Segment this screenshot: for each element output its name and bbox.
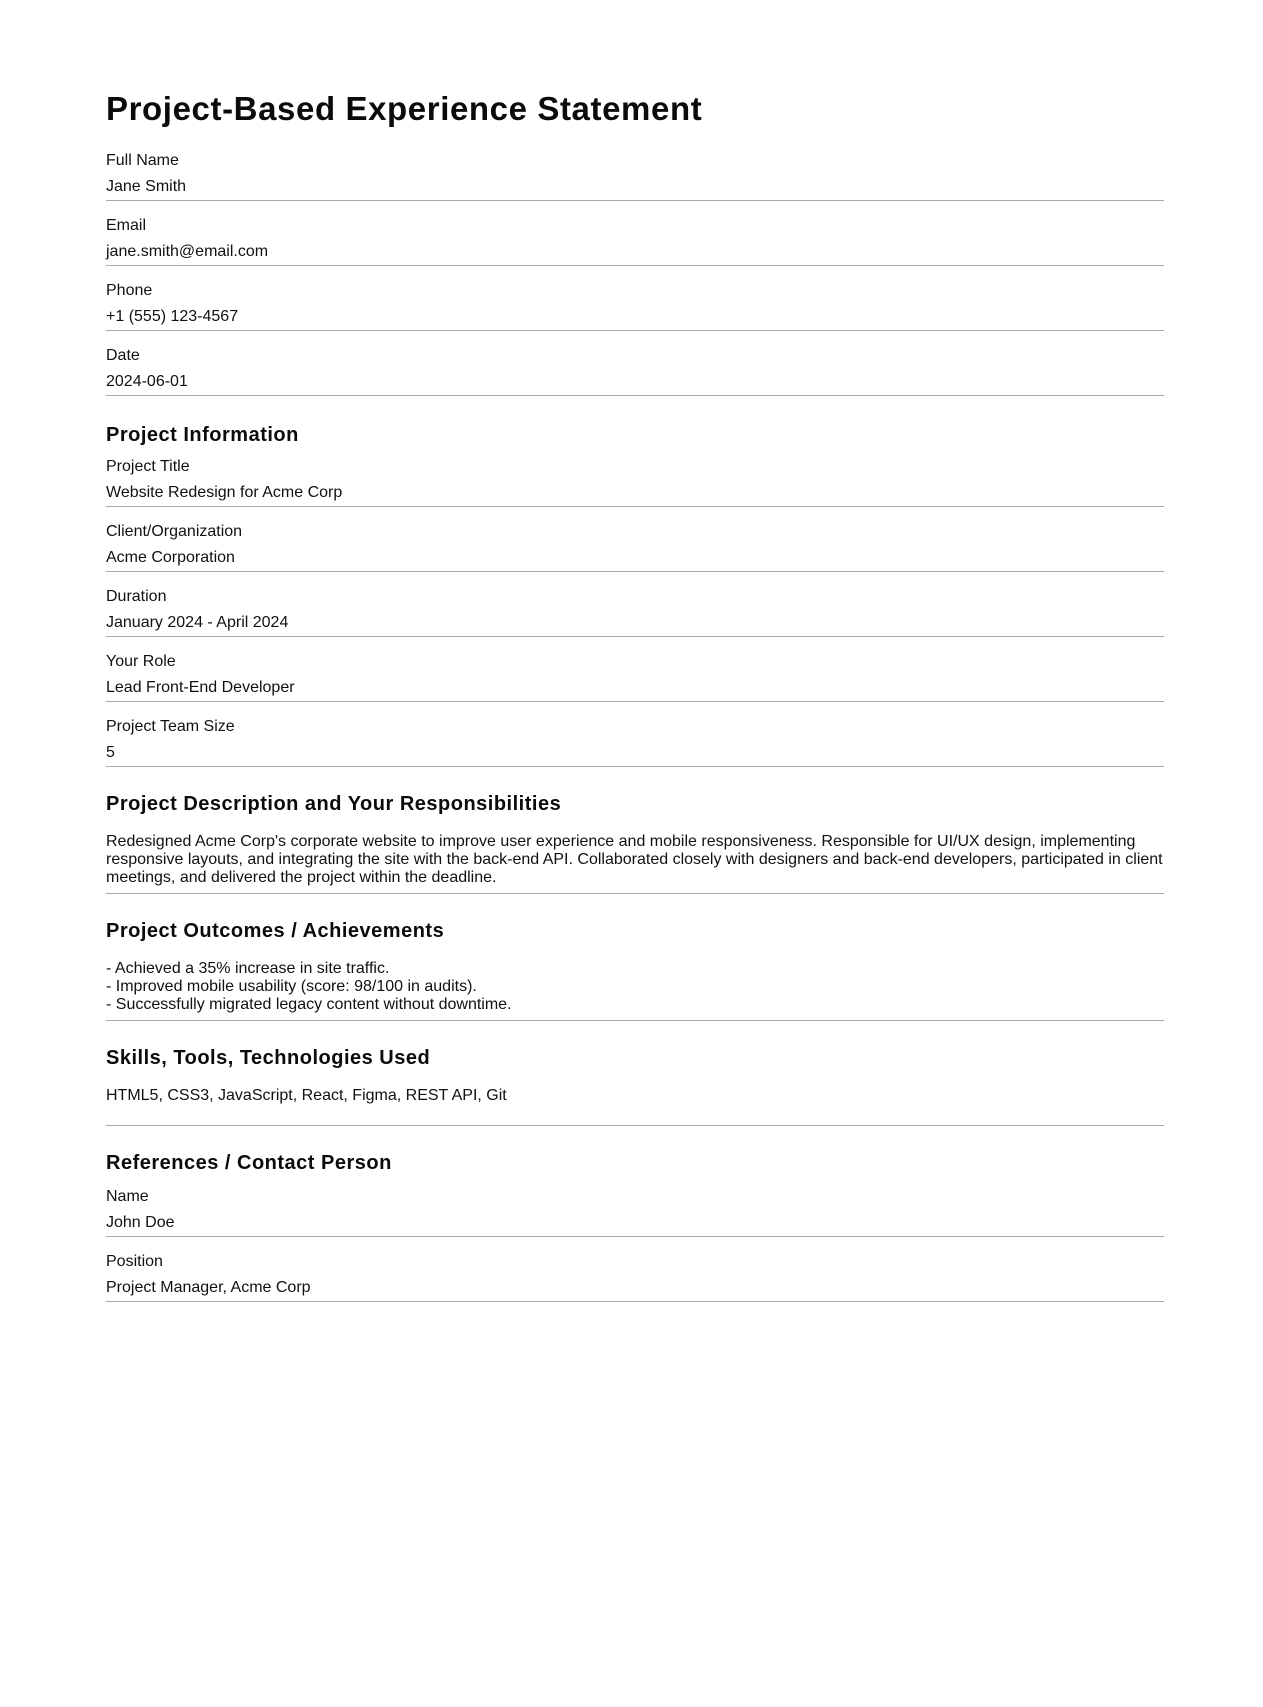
- duration-field[interactable]: [106, 588, 1164, 637]
- outcome-item: - Successfully migrated legacy content without downtime.: [106, 996, 512, 1013]
- statement-form: [106, 0, 1164, 1302]
- phone-label: Phone: [106, 282, 153, 299]
- description-heading: Project Description and Your Responsibilities: [106, 793, 562, 815]
- project-title-value[interactable]: Website Redesign for Acme Corp: [106, 484, 343, 501]
- team-size-label: Project Team Size: [106, 718, 235, 735]
- phone-field[interactable]: [106, 282, 1164, 331]
- page-title: Project-Based Experience Statement: [106, 90, 703, 127]
- description-textarea[interactable]: Redesigned Acme Corp's corporate website to improve user experience and mobile responsiveness. Responsible for UI/UX design, implementing responsive layouts, and integrating the site with the back-end API. Collaborated closely with designers and back-end developers, participated in client meetings, and delivered the project within the deadline.: [106, 829, 1164, 894]
- team-size-field[interactable]: [106, 718, 1164, 767]
- full-name-label: Full Name: [106, 152, 179, 169]
- project-title-field[interactable]: [106, 458, 1164, 507]
- team-size-value[interactable]: 5: [106, 744, 115, 761]
- skills-textarea[interactable]: HTML5, CSS3, JavaScript, React, Figma, REST API, Git: [106, 1083, 1164, 1126]
- outcome-item: - Achieved a 35% increase in site traffic.: [106, 960, 390, 977]
- outcomes-heading: Project Outcomes / Achievements: [106, 920, 445, 942]
- project-title-label: Project Title: [106, 458, 190, 475]
- phone-value[interactable]: +1 (555) 123-4567: [106, 308, 239, 325]
- reference-name-label: Name: [106, 1188, 149, 1205]
- outcome-item: - Improved mobile usability (score: 98/100 in audits).: [106, 978, 477, 995]
- date-field[interactable]: [106, 347, 1164, 396]
- full-name-value[interactable]: Jane Smith: [106, 178, 187, 195]
- email-value[interactable]: jane.smith@email.com: [106, 243, 269, 260]
- email-field[interactable]: [106, 217, 1164, 266]
- client-field[interactable]: [106, 523, 1164, 572]
- reference-position-value[interactable]: Project Manager, Acme Corp: [106, 1279, 311, 1296]
- references-heading: References / Contact Person: [106, 1152, 392, 1174]
- duration-value[interactable]: January 2024 - April 2024: [106, 614, 289, 631]
- duration-label: Duration: [106, 588, 167, 605]
- role-field[interactable]: [106, 653, 1164, 702]
- outcomes-textarea[interactable]: [106, 956, 1164, 1021]
- reference-name-field[interactable]: [106, 1188, 1164, 1237]
- reference-position-label: Position: [106, 1253, 163, 1270]
- project-information-heading: Project Information: [106, 424, 299, 446]
- date-value[interactable]: 2024-06-01: [106, 373, 188, 390]
- client-value[interactable]: Acme Corporation: [106, 549, 235, 566]
- role-label: Your Role: [106, 653, 176, 670]
- email-label: Email: [106, 217, 147, 234]
- full-name-field[interactable]: [106, 152, 1164, 201]
- client-label: Client/Organization: [106, 523, 243, 540]
- reference-position-field[interactable]: [106, 1253, 1164, 1302]
- skills-heading: Skills, Tools, Technologies Used: [106, 1047, 431, 1069]
- date-label: Date: [106, 347, 140, 364]
- reference-name-value[interactable]: John Doe: [106, 1214, 175, 1231]
- role-value[interactable]: Lead Front-End Developer: [106, 679, 295, 696]
